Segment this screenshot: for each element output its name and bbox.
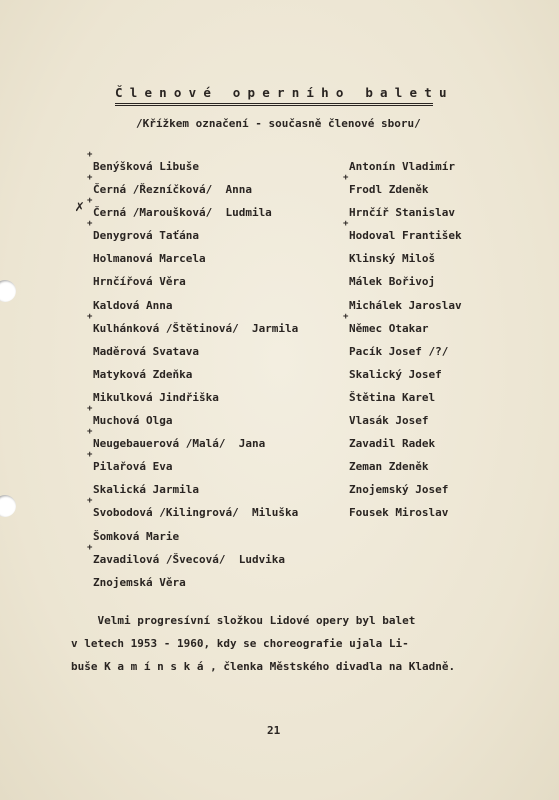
member-name: Maděrová Svatava [93, 344, 199, 358]
member-entry [93, 270, 298, 293]
member-name: Málek Bořivoj [349, 275, 436, 289]
handwritten-cross-mark: ✗ [75, 197, 85, 215]
member-name: Vlasák Josef [349, 414, 429, 428]
member-entry [87, 150, 298, 178]
paragraph-line: buše K a m í n s k á , členka Městského divadla na Kladně. [71, 660, 456, 673]
member-entry [349, 294, 462, 317]
member-name: Klinský Miloš [349, 252, 436, 266]
member-entry [87, 219, 298, 247]
male-members-list [343, 155, 462, 525]
subtitle: /Křížkem označení - současně členové sboru/ [136, 117, 421, 130]
chorus-marker: + [343, 219, 349, 230]
member-entry [93, 340, 298, 363]
member-entry [349, 386, 462, 409]
member-name: Hrnčířová Věra [93, 275, 186, 289]
member-entry [349, 340, 462, 363]
member-name: Znojemský Josef [349, 483, 449, 497]
member-name: Svobodová /Kilingrová/ Miluška [93, 506, 299, 520]
member-entry [349, 409, 462, 432]
member-entry [87, 196, 298, 224]
page-number: 21 [267, 724, 281, 737]
member-name: Muchová Olga [93, 414, 173, 428]
body-paragraph [71, 609, 471, 678]
member-name: Matyková Zdeňka [93, 367, 193, 381]
member-entry [87, 311, 299, 340]
member-entry [87, 427, 298, 455]
member-entry [93, 525, 298, 548]
member-entry [87, 542, 298, 571]
member-name: Znojemská Věra [93, 575, 186, 589]
chorus-marker: + [87, 311, 93, 322]
member-entry [349, 270, 462, 293]
member-entry [93, 386, 298, 409]
paragraph-line: v letech 1953 - 1960, kdy se choreografie ujala Li- [71, 637, 409, 650]
female-members-list [87, 150, 299, 594]
member-entry [349, 201, 462, 224]
member-name: Frodl Zdeněk [349, 183, 429, 197]
member-entry [93, 478, 298, 501]
member-name: Holmanová Marcela [93, 252, 206, 266]
member-name: Mikulková Jindřiška [93, 390, 219, 404]
chorus-marker: + [87, 173, 93, 184]
member-name: Michálek Jaroslav [349, 298, 462, 312]
member-entry [343, 173, 462, 201]
member-name: Němec Otakar [349, 321, 429, 335]
member-name: Benýšková Libuše [93, 160, 199, 173]
member-name: Pilařová Eva [93, 460, 173, 474]
member-name: Hodoval František [349, 229, 462, 243]
member-name: Zavadilová /Švecová/ Ludvika [93, 552, 286, 566]
member-name: Štětina Karel [349, 390, 436, 404]
title-underline [115, 103, 433, 106]
member-name: Skalický Josef [349, 367, 442, 381]
chorus-marker: + [87, 196, 93, 207]
member-name: Šomková Marie [93, 529, 180, 543]
member-entry [87, 173, 298, 201]
chorus-marker: + [87, 219, 93, 230]
member-entry [349, 478, 462, 501]
member-entry [343, 219, 462, 247]
member-name: Kulhánková /Štětinová/ Jarmila [93, 321, 299, 335]
member-name: Pacík Josef /?/ [349, 344, 449, 358]
member-name: Fousek Miroslav [349, 506, 449, 520]
member-name: Černá /Maroušková/ Ludmila [93, 206, 272, 220]
member-entry [349, 455, 462, 478]
member-entry [349, 155, 462, 178]
chorus-marker: + [87, 427, 93, 438]
page-title: Členové operního baletu [115, 85, 454, 100]
chorus-marker: + [87, 496, 93, 507]
member-name: Černá /Řezníčková/ Anna [93, 183, 252, 197]
member-entry [349, 432, 462, 455]
member-entry [93, 247, 298, 270]
member-entry [93, 571, 298, 594]
chorus-marker: + [343, 173, 349, 184]
member-entry [93, 294, 298, 317]
chorus-marker: + [343, 311, 349, 322]
member-name: Zeman Zdeněk [349, 460, 429, 474]
member-entry [349, 501, 462, 524]
member-name: Neugebauerová /Malá/ Jana [93, 437, 266, 451]
punch-hole [0, 495, 16, 517]
member-entry [87, 404, 298, 432]
member-entry [87, 450, 298, 478]
chorus-marker: + [87, 404, 93, 415]
member-name: Antonín Vladimír [349, 160, 455, 173]
member-name: Skalická Jarmila [93, 483, 199, 497]
member-entry [349, 363, 462, 386]
chorus-marker: + [87, 542, 93, 553]
member-name: Denygrová Taťána [93, 229, 199, 243]
member-entry [93, 363, 298, 386]
punch-hole [0, 280, 16, 302]
member-name: Hrnčíř Stanislav [349, 206, 455, 220]
member-entry [349, 247, 462, 270]
chorus-marker: + [87, 150, 93, 160]
member-name: Kaldová Anna [93, 298, 173, 312]
paragraph-line: Velmi progresívní složkou Lidové opery byl balet [71, 614, 416, 627]
chorus-marker: + [87, 450, 93, 461]
member-entry [343, 311, 462, 340]
member-name: Zavadil Radek [349, 437, 436, 451]
member-entry [87, 496, 299, 524]
